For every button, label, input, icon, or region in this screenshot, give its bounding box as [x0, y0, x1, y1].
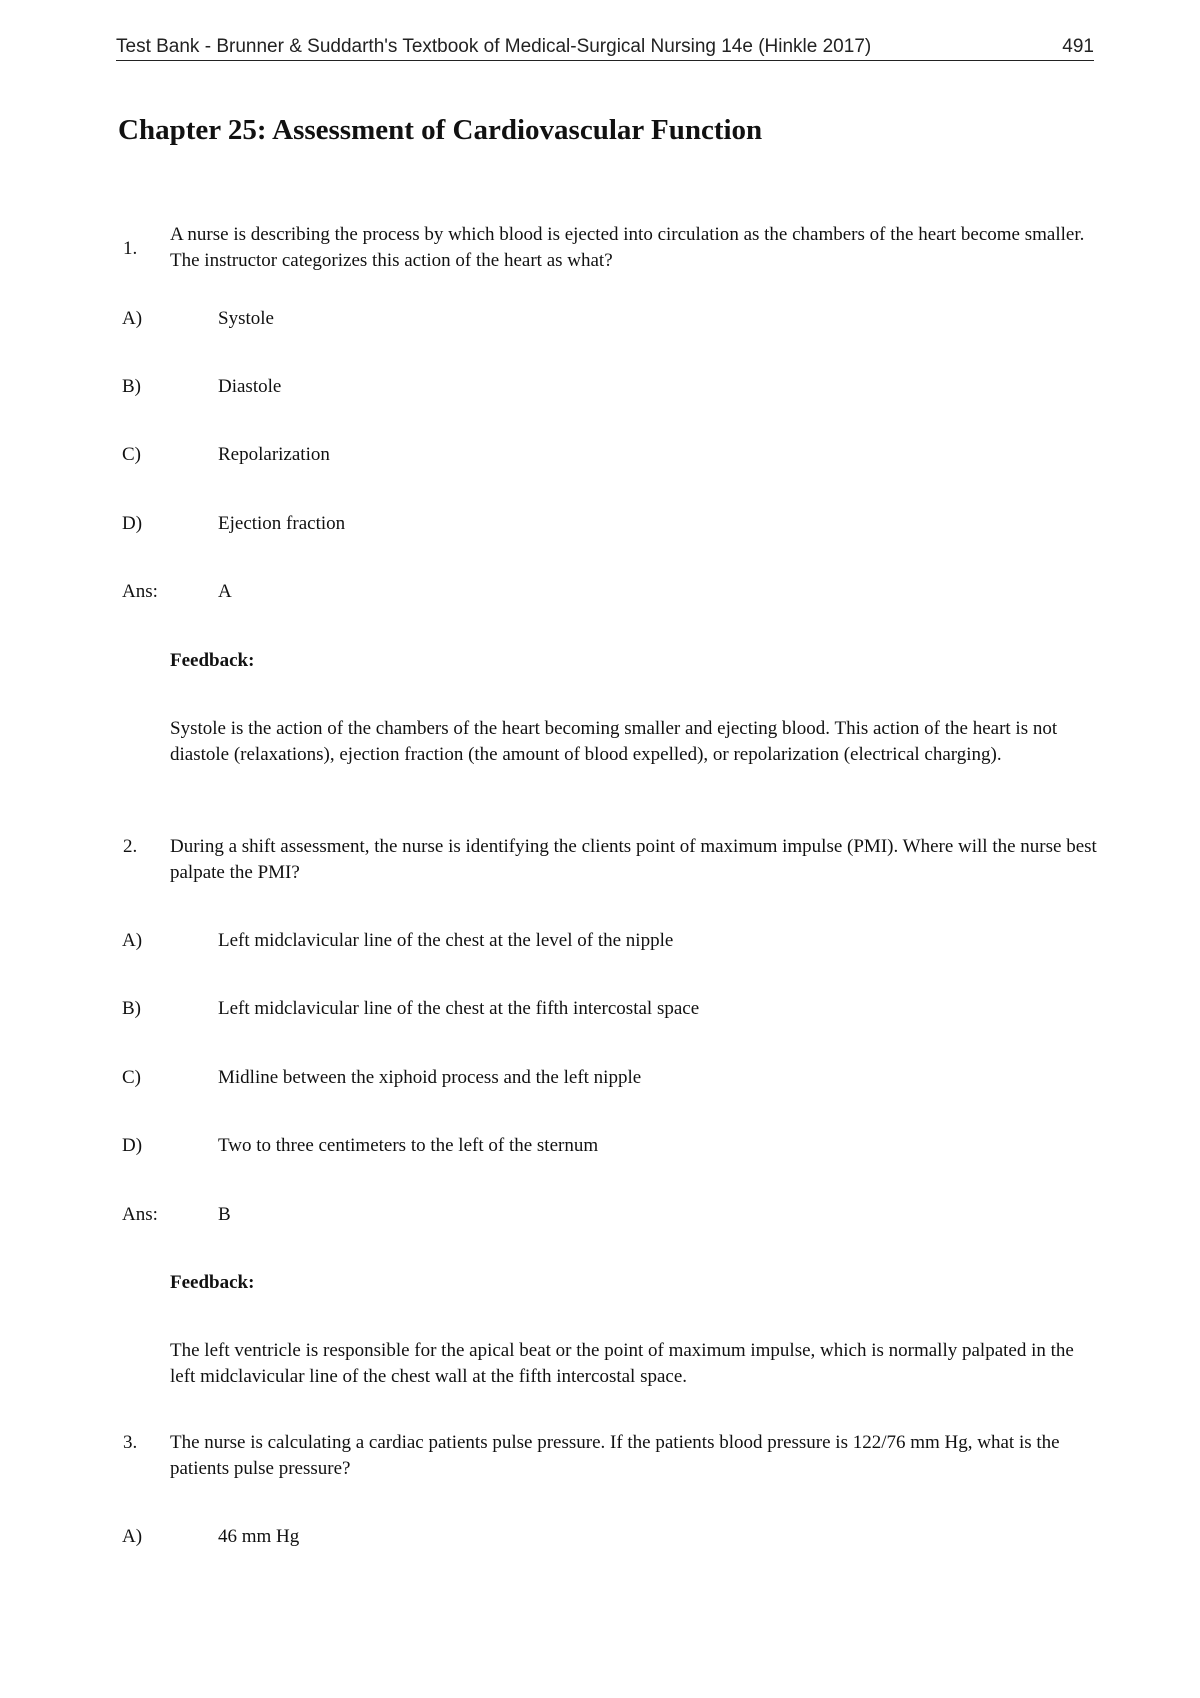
answer-label: Ans:	[122, 1204, 158, 1225]
option-text: Repolarization	[218, 444, 330, 465]
option-letter: D)	[122, 1135, 143, 1156]
option-text: Ejection fraction	[218, 513, 346, 534]
option-letter: A)	[122, 1526, 143, 1547]
feedback-label: Feedback:	[170, 650, 255, 671]
option-letter: B)	[122, 376, 141, 397]
option-letter: D)	[122, 513, 143, 534]
answer-value: B	[218, 1204, 231, 1225]
feedback-text: Systole is the action of the chambers of the heart becoming smaller and ejecting blood. This action of the heart is not diastole (relaxations), ejection fraction (the amount of blood expelled), or repolarization (electrical charging).	[170, 718, 1058, 765]
question-text: During a shift assessment, the nurse is identifying the clients point of maximum impulse (PMI). Where will the nurse best palpate the PMI?	[170, 836, 1097, 883]
option-letter: A)	[122, 930, 143, 951]
option-letter: C)	[122, 1067, 141, 1088]
feedback-text: The left ventricle is responsible for the apical beat or the point of maximum impulse, which is normally palpated in the left midclavicular line of the chest wall at the fifth intercostal space.	[170, 1340, 1074, 1387]
question-number: 2.	[123, 836, 138, 857]
option-text: Left midclavicular line of the chest at the fifth intercostal space	[218, 998, 700, 1019]
question-number: 3.	[123, 1432, 138, 1453]
option-text: 46 mm Hg	[218, 1526, 300, 1547]
answer-value: A	[218, 581, 232, 602]
question-text: A nurse is describing the process by which blood is ejected into circulation as the chambers of the heart become smaller. The instructor categorizes this action of the heart as what?	[170, 224, 1085, 271]
feedback-label: Feedback:	[170, 1272, 255, 1293]
option-letter: B)	[122, 998, 141, 1019]
question-number: 1.	[123, 238, 138, 259]
option-text: Diastole	[218, 376, 282, 397]
running-header	[116, 34, 1094, 61]
option-letter: C)	[122, 444, 141, 465]
option-text: Left midclavicular line of the chest at the level of the nipple	[218, 930, 674, 951]
answer-label: Ans:	[122, 581, 158, 602]
option-letter: A)	[122, 308, 143, 329]
option-text: Systole	[218, 308, 274, 329]
chapter-title: Chapter 25: Assessment of Cardiovascular Function	[118, 114, 763, 146]
question-text: The nurse is calculating a cardiac patients pulse pressure. If the patients blood pressure is 122/76 mm Hg, what is the patients pulse pressure?	[170, 1432, 1060, 1479]
option-text: Two to three centimeters to the left of the sternum	[218, 1135, 599, 1156]
header-title: Test Bank - Brunner & Suddarth's Textbook of Medical-Surgical Nursing 14e (Hinkle 2017)	[116, 36, 872, 57]
page-number: 491	[1062, 36, 1094, 57]
option-text: Midline between the xiphoid process and the left nipple	[218, 1067, 642, 1088]
